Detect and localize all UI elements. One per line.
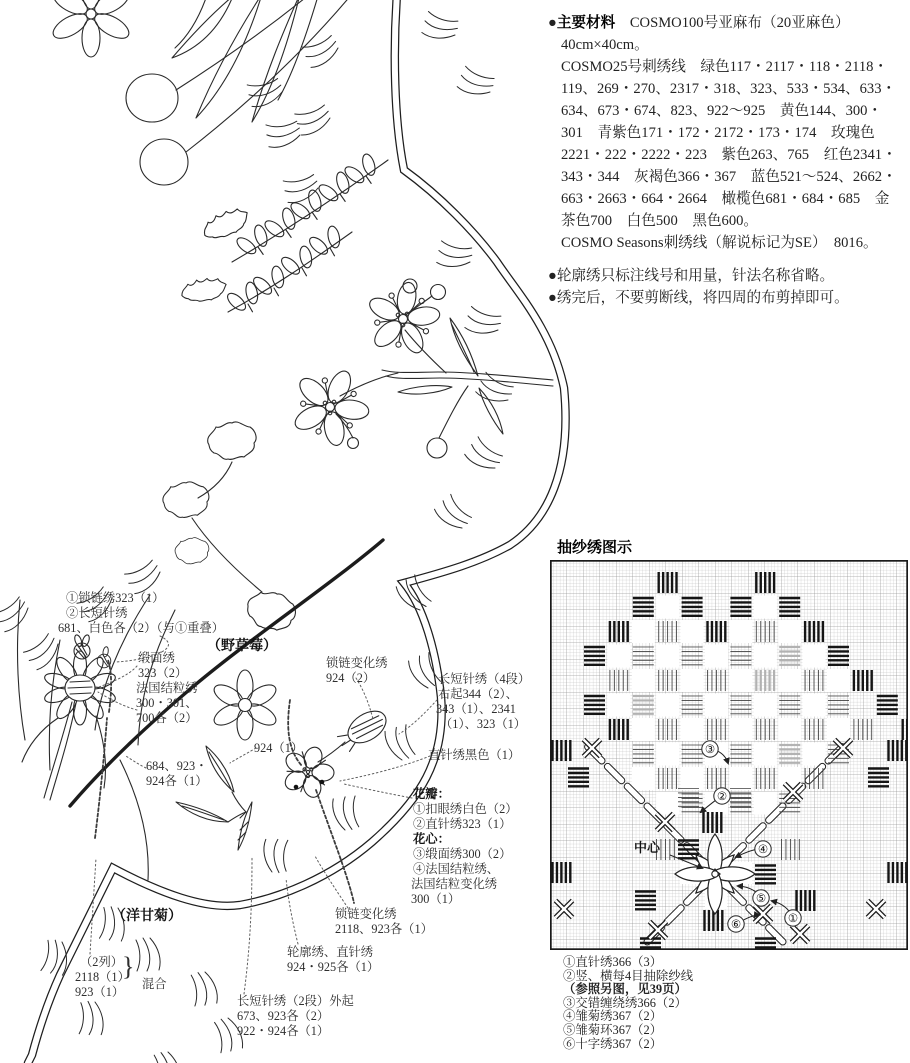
pattern-label: 700各（2） (136, 711, 198, 725)
pattern-label: 300（1） (411, 892, 461, 906)
pattern-label: （野草莓） (207, 639, 277, 654)
pattern-label: 锁链变化绣 (335, 907, 397, 921)
legend-line: ⑥十字绣367（2） (563, 1036, 663, 1051)
materials-line: 634、673・674、823、922～925 黄色144、300・ (561, 103, 883, 119)
pattern-label: 922・924各（1） (237, 1024, 330, 1038)
pattern-label: 法国结粒变化绣 (411, 877, 498, 891)
pattern-label: 混合 (142, 977, 167, 991)
leaflet-pairs (223, 150, 385, 321)
pattern-label: 684、923・ (146, 759, 208, 773)
stamen-bud (431, 285, 446, 300)
pattern-label: 924・925各（1） (287, 960, 380, 974)
pattern-label: ④法国结粒绣、 (413, 862, 500, 876)
materials-line: 663・2663・664・2664 橄榄色681・684・685 金 (561, 191, 890, 207)
chart-title: 抽纱绣图示 (557, 540, 633, 556)
pattern-label: 343（1）、2341 (436, 702, 516, 716)
pattern-label: 2118（1） (75, 970, 130, 984)
leaflet-sprays (179, 150, 388, 321)
six-petal-flower (211, 670, 280, 740)
legend-line: ①直针绣366（3） (563, 955, 663, 969)
pattern-label: 924各（1） (146, 774, 208, 788)
materials-line: 茶色700 白色500 黑色600。 (561, 213, 759, 229)
materials-lines (548, 34, 908, 254)
pattern-label: 花心： (413, 832, 450, 846)
top-left-flower (49, 0, 132, 57)
pattern-label: 长短针绣（4段） (438, 672, 531, 686)
materials-line: 301 青紫色171・172・2172・173・174 玫瑰色 (561, 125, 875, 141)
pattern-label: } (122, 952, 135, 981)
pattern-label: （洋甘菊） (112, 909, 182, 924)
pattern-label: 花瓣： (413, 787, 450, 801)
materials-line: 40cm×40cm。 (561, 37, 649, 53)
legend-line: ⑤雏菊环367（2） (563, 1022, 663, 1037)
berry (427, 438, 447, 458)
chain-stems (95, 660, 354, 903)
callout-number: ① (787, 912, 799, 925)
blossom-flower-2 (291, 368, 370, 447)
pattern-label: （2列） (80, 955, 124, 969)
materials-block (548, 12, 908, 254)
jagged-leaf (199, 202, 253, 246)
pattern-label: 323（2） (138, 666, 188, 680)
pattern-label: 长短针绣（2段）外起 (237, 994, 354, 1008)
stamen-bud (403, 279, 417, 293)
center-label: 中心 (634, 840, 661, 855)
callout-number: ④ (757, 843, 769, 856)
pattern-label: 2118、923各（1） (335, 922, 433, 936)
pattern-label: ①扣眼绣白色（2） (413, 802, 518, 816)
pattern-label: 300・301、 (136, 696, 198, 710)
callout-number: ③ (704, 743, 716, 756)
callout-number: ⑤ (755, 892, 767, 905)
callout-number: ② (716, 790, 728, 803)
pattern-label: 681、白色各（2）（与①重叠） (58, 621, 225, 635)
blossom-flower-1 (366, 281, 441, 356)
pattern-label: 923（1） (75, 985, 125, 999)
berries (126, 0, 352, 185)
note-outline-stitch: ●轮廓绣只标注线号和用量，针法名称省略。 (548, 268, 835, 284)
note-finishing: ●绣完后，不要剪断线，将四周的布剪掉即可。 (548, 290, 849, 306)
pattern-label: ②长短针绣 (66, 606, 128, 620)
legend-line: ④雏菊绣367（2） (563, 1009, 663, 1024)
chamomile (18, 595, 175, 880)
pattern-label: 法国结粒绣 (136, 681, 198, 695)
callout-number: ⑥ (730, 918, 742, 931)
legend-line: （参照另图，见39页） (563, 982, 687, 997)
pattern-label: 右起344（2）、 (438, 687, 518, 701)
legend-line: ③交错缠绕绣366（2） (563, 995, 687, 1010)
chart-legend (563, 956, 693, 1051)
pattern-label: 轮廓绣、直针绣 (287, 945, 374, 959)
pattern-label: 924（1） (254, 741, 304, 755)
strawberry-bud (334, 705, 392, 755)
legend-line: ②竖、横每4目抽除纱线 (563, 968, 694, 983)
pattern-label: （1）、323（1） (440, 717, 527, 731)
pattern-label: 直针绣黑色（1） (428, 748, 521, 762)
materials-line: COSMO Seasons刺绣线（解说标记为SE） 8016。 (561, 235, 878, 251)
pattern-label: 673、923各（2） (237, 1009, 330, 1023)
drawn-thread-chart (550, 560, 908, 950)
materials-head: ●主要材料 COSMO100号亚麻布（20亚麻色） (548, 15, 850, 31)
materials-line: 119、269・270、2317・318、323、533・534、633・ (561, 81, 897, 97)
materials-line: 2221・222・2222・223 紫色263、765 红色2341・ (561, 147, 897, 163)
materials-line: COSMO25号刺绣线 绿色117・2117・118・2118・ (561, 59, 889, 75)
branch (382, 318, 553, 434)
jagged-leaf (179, 273, 229, 306)
berry-small (348, 438, 359, 449)
pattern-label: 924（2） (326, 671, 376, 685)
materials-line: 343・344 灰褐色366・367 蓝色521～524、2662・ (561, 169, 897, 185)
bud-blobs (163, 422, 300, 637)
pattern-label: ①锁链绣323（1） (66, 591, 165, 605)
scalloped-border (28, 0, 566, 1063)
pattern-label: 缎面绣 (138, 651, 175, 665)
pattern-label: ②直针绣323（1） (413, 817, 512, 831)
pattern-label: 锁链变化绣 (326, 656, 388, 670)
pattern-label: ③缎面绣300（2） (413, 847, 512, 861)
